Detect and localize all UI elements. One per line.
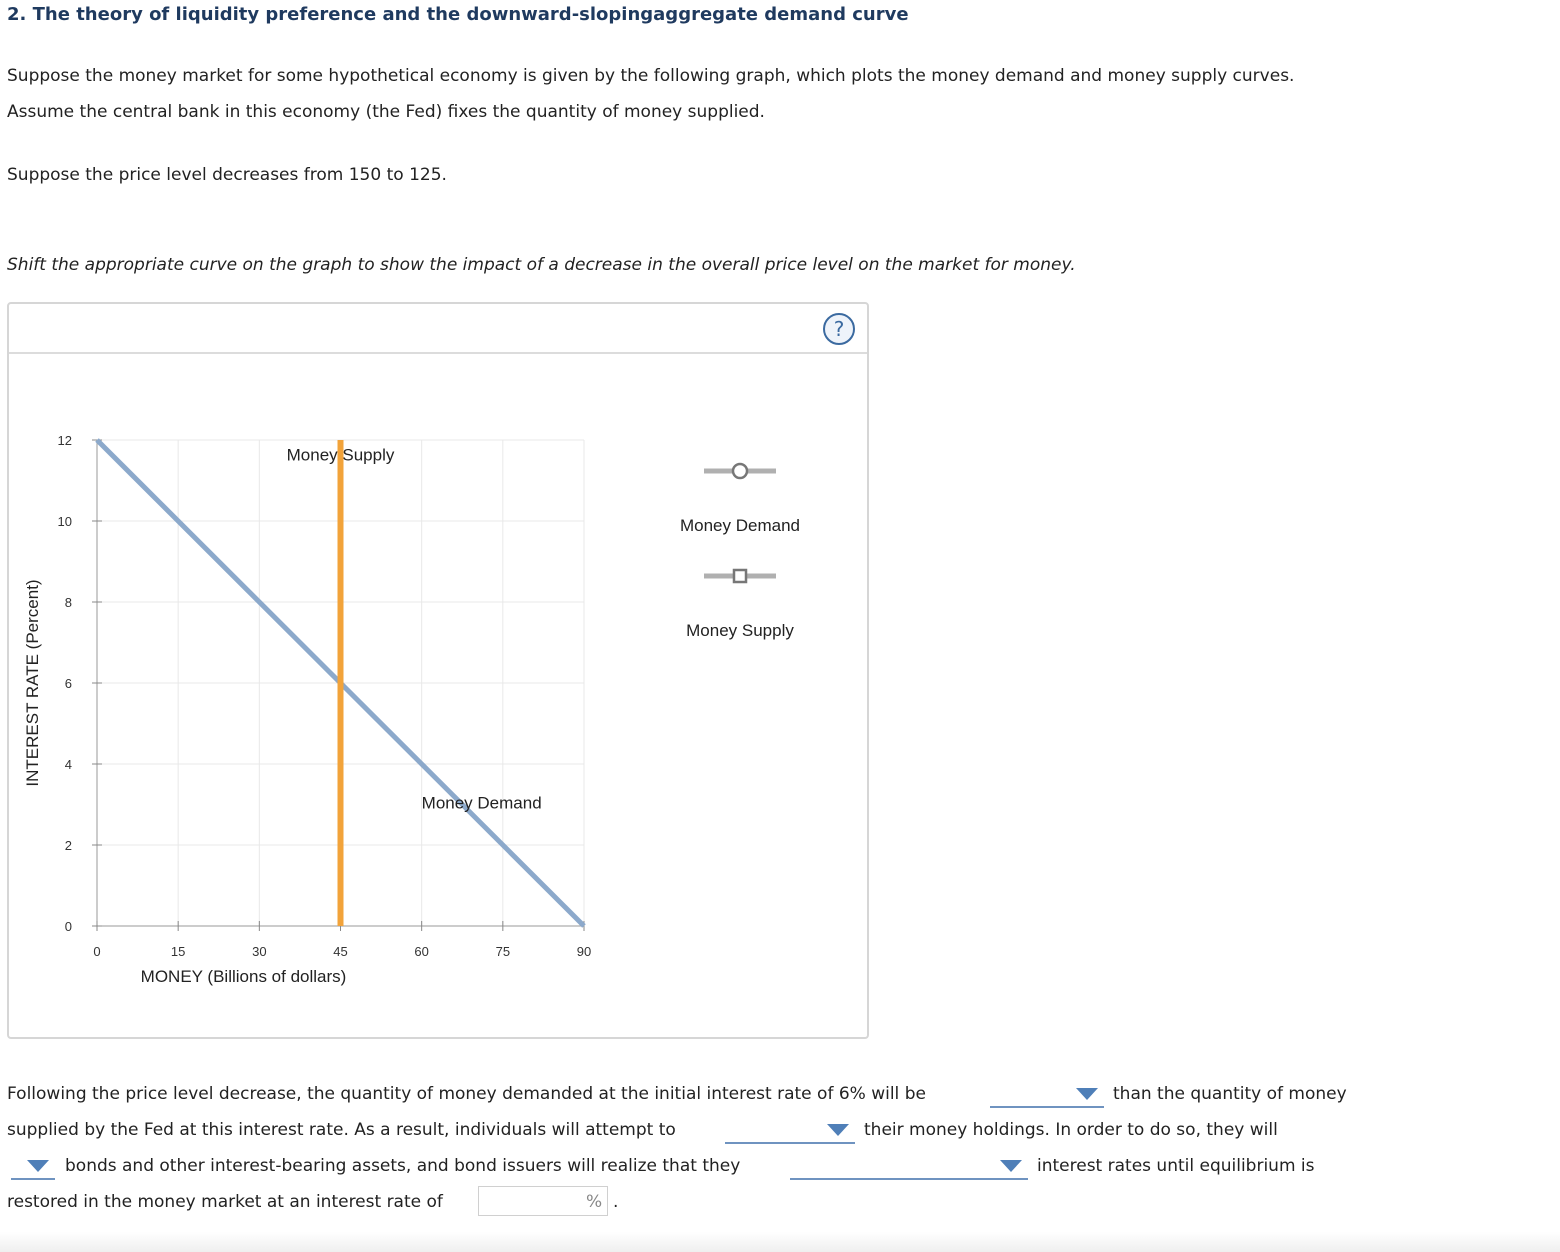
dropdown-bond-action[interactable] xyxy=(11,1156,55,1180)
legend-supply-label: Money Supply xyxy=(686,621,794,640)
question-sentence-2a: supplied by the Fed at this interest rate. As a result, individuals will attempt to xyxy=(7,1120,676,1140)
x-tick-label: 60 xyxy=(414,944,429,959)
legend-demand-label: Money Demand xyxy=(679,516,801,535)
x-tick-label: 45 xyxy=(333,944,348,959)
money-demand-curve-label: Money Demand xyxy=(421,793,542,813)
money-market-chart xyxy=(0,0,900,1040)
x-tick-label: 90 xyxy=(576,944,592,959)
intro-text-1: Suppose the money market for some hypothetical economy is given by the following graph, which plots the money demand and money supply curves. xyxy=(7,66,1295,86)
question-sentence-2b: their money holdings. In order to do so, they will xyxy=(864,1120,1278,1140)
question-sentence-1b: than the quantity of money xyxy=(1113,1084,1347,1104)
x-tick-label: 15 xyxy=(170,944,186,959)
y-tick-label: 4 xyxy=(64,757,72,772)
x-tick-label: 75 xyxy=(495,944,511,959)
x-tick-label: 0 xyxy=(93,944,101,959)
dropdown-money-holdings-action[interactable] xyxy=(725,1120,855,1144)
help-icon[interactable]: ? xyxy=(823,313,855,345)
dropdown-arrow-icon xyxy=(1076,1088,1098,1100)
y-tick-label: 0 xyxy=(64,919,72,934)
y-tick-label: 2 xyxy=(64,838,72,853)
question-title: 2. The theory of liquidity preference and the downward-slopingaggregate demand curve xyxy=(7,4,909,25)
page-footer-fade xyxy=(0,1232,1560,1252)
y-tick-label: 8 xyxy=(64,595,72,610)
dropdown-arrow-icon xyxy=(827,1124,849,1136)
question-sentence-3a: bonds and other interest-bearing assets, and bond issuers will realize that they xyxy=(65,1156,741,1176)
y-tick-label: 6 xyxy=(64,676,72,691)
y-tick-label: 10 xyxy=(57,514,72,529)
chart-ticks xyxy=(58,433,592,959)
dropdown-arrow-icon xyxy=(27,1160,49,1172)
dropdown-quantity-comparison[interactable] xyxy=(990,1084,1104,1108)
y-tick-label: 12 xyxy=(57,433,72,448)
chart-legend xyxy=(680,464,800,640)
legend-supply-square-marker xyxy=(734,570,746,582)
x-axis-label: MONEY (Billions of dollars) xyxy=(140,967,347,986)
x-tick-label: 30 xyxy=(252,944,267,959)
money-supply-curve-label: Money Supply xyxy=(286,445,395,465)
y-axis-label: INTEREST RATE (Percent) xyxy=(23,579,42,787)
dropdown-interest-rate-action[interactable] xyxy=(790,1156,1028,1180)
dropdown-arrow-icon xyxy=(1000,1160,1022,1172)
sentence-period: . xyxy=(613,1192,619,1212)
price-change-text: Suppose the price level decreases from 150 to 125. xyxy=(7,165,447,185)
question-sentence-3b: interest rates until equilibrium is xyxy=(1037,1156,1315,1176)
instruction-text: Shift the appropriate curve on the graph to show the impact of a decrease in the overall price level on the market for money. xyxy=(7,255,1076,275)
percent-unit: % xyxy=(586,1192,603,1212)
question-sentence-4a: restored in the money market at an interest rate of xyxy=(7,1192,443,1212)
question-sentence-1a: Following the price level decrease, the quantity of money demanded at the initial interest rate of 6% will be xyxy=(7,1084,926,1104)
chart-labels xyxy=(23,445,542,986)
legend-demand-circle-marker xyxy=(733,464,747,478)
intro-text-2: Assume the central bank in this economy (the Fed) fixes the quantity of money supplied. xyxy=(7,102,765,122)
